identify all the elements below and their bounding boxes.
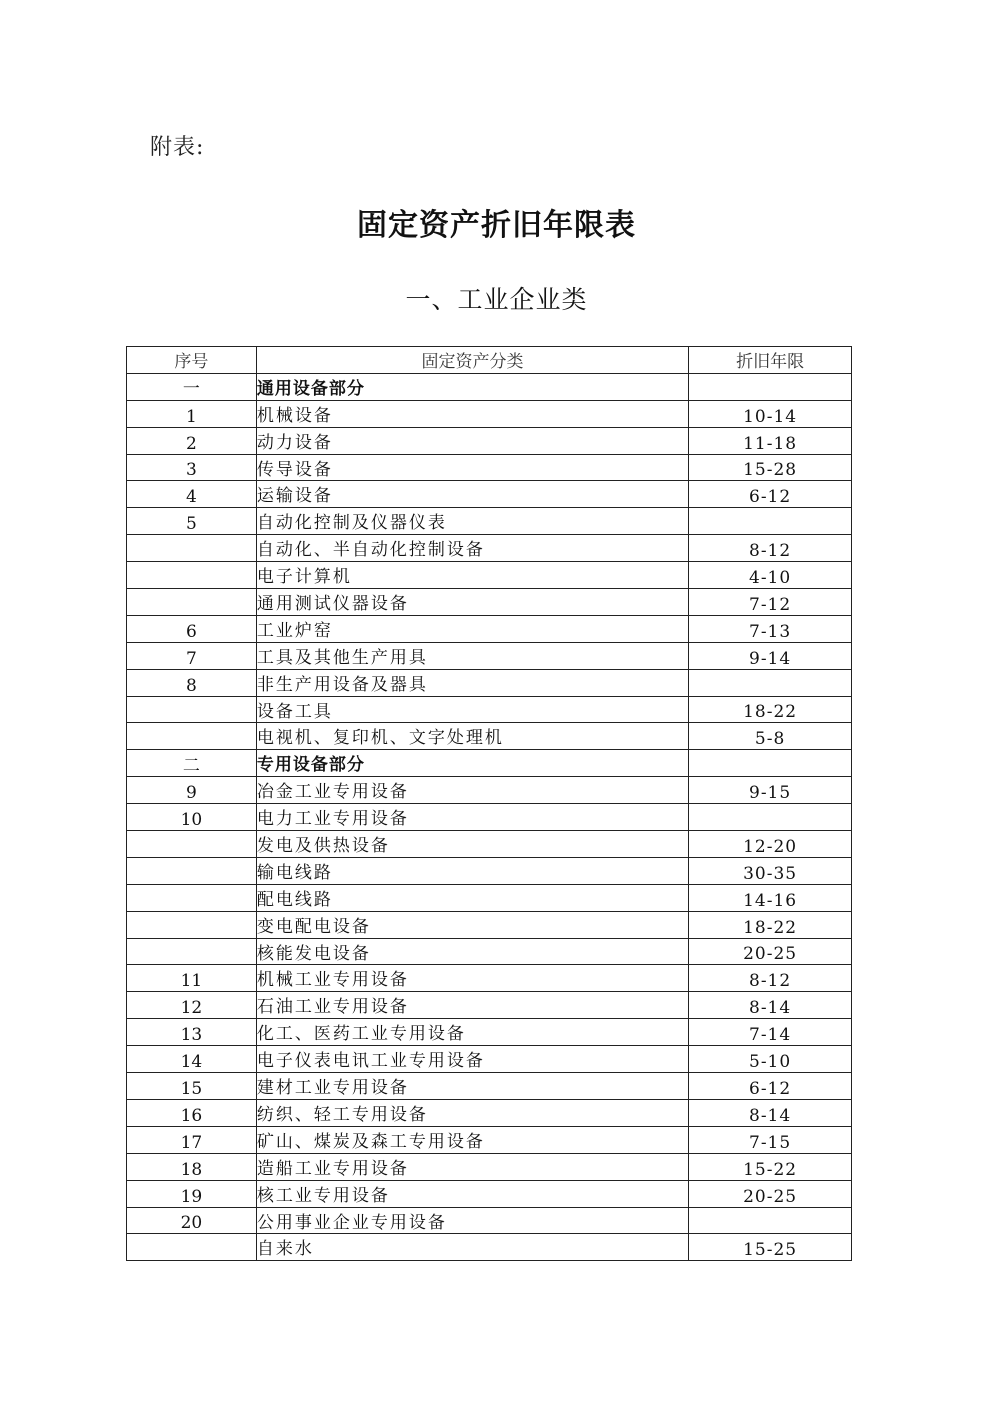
row-depreciation-years: 15-25 <box>689 1234 852 1261</box>
row-depreciation-years: 9-14 <box>689 642 852 669</box>
row-serial-number: 一 <box>127 373 257 400</box>
row-serial-number <box>127 884 257 911</box>
row-asset-category: 电力工业专用设备 <box>256 804 688 831</box>
row-serial-number: 16 <box>127 1099 257 1126</box>
row-asset-category: 自动化、半自动化控制设备 <box>256 535 688 562</box>
table-section-row <box>127 373 852 400</box>
table-row <box>127 831 852 858</box>
row-depreciation-years <box>689 1207 852 1234</box>
table-row <box>127 642 852 669</box>
row-serial-number <box>127 1234 257 1261</box>
row-serial-number: 2 <box>127 427 257 454</box>
row-depreciation-years: 20-25 <box>689 1180 852 1207</box>
row-asset-category: 造船工业专用设备 <box>256 1153 688 1180</box>
row-serial-number <box>127 911 257 938</box>
row-serial-number: 18 <box>127 1153 257 1180</box>
row-depreciation-years: 18-22 <box>689 911 852 938</box>
header-serial-number: 序号 <box>127 347 257 374</box>
row-depreciation-years: 8-14 <box>689 992 852 1019</box>
row-asset-category: 运输设备 <box>256 481 688 508</box>
row-serial-number: 12 <box>127 992 257 1019</box>
table-row <box>127 777 852 804</box>
table-row <box>127 1180 852 1207</box>
table-row <box>127 427 852 454</box>
depreciation-table <box>126 346 852 1261</box>
row-serial-number: 二 <box>127 750 257 777</box>
table-row <box>127 1046 852 1073</box>
row-serial-number: 20 <box>127 1207 257 1234</box>
row-serial-number: 1 <box>127 400 257 427</box>
row-depreciation-years: 7-15 <box>689 1126 852 1153</box>
row-serial-number: 11 <box>127 965 257 992</box>
row-serial-number: 10 <box>127 804 257 831</box>
table-row <box>127 1073 852 1100</box>
table-row <box>127 400 852 427</box>
row-depreciation-years: 7-13 <box>689 615 852 642</box>
row-depreciation-years: 5-10 <box>689 1046 852 1073</box>
table-row <box>127 562 852 589</box>
row-serial-number: 6 <box>127 615 257 642</box>
table-row <box>127 938 852 965</box>
row-depreciation-years <box>689 373 852 400</box>
row-serial-number: 8 <box>127 669 257 696</box>
header-depreciation-years: 折旧年限 <box>689 347 852 374</box>
row-depreciation-years: 7-12 <box>689 589 852 616</box>
row-asset-category: 纺织、轻工专用设备 <box>256 1099 688 1126</box>
row-serial-number: 5 <box>127 508 257 535</box>
row-depreciation-years: 7-14 <box>689 1019 852 1046</box>
row-asset-category: 机械设备 <box>256 400 688 427</box>
row-depreciation-years: 5-8 <box>689 723 852 750</box>
row-depreciation-years: 4-10 <box>689 562 852 589</box>
row-depreciation-years: 12-20 <box>689 831 852 858</box>
table-row <box>127 1207 852 1234</box>
row-asset-category: 通用测试仪器设备 <box>256 589 688 616</box>
row-asset-category: 变电配电设备 <box>256 911 688 938</box>
row-serial-number <box>127 696 257 723</box>
table-row <box>127 884 852 911</box>
row-depreciation-years: 20-25 <box>689 938 852 965</box>
row-depreciation-years <box>689 804 852 831</box>
table-row <box>127 965 852 992</box>
table-row <box>127 992 852 1019</box>
row-serial-number <box>127 562 257 589</box>
table-row <box>127 1099 852 1126</box>
row-asset-category: 动力设备 <box>256 427 688 454</box>
row-asset-category: 发电及供热设备 <box>256 831 688 858</box>
table-row <box>127 804 852 831</box>
row-asset-category: 输电线路 <box>256 857 688 884</box>
row-asset-category: 冶金工业专用设备 <box>256 777 688 804</box>
header-asset-category: 固定资产分类 <box>256 347 688 374</box>
row-depreciation-years: 8-14 <box>689 1099 852 1126</box>
row-depreciation-years: 8-12 <box>689 965 852 992</box>
row-depreciation-years: 6-12 <box>689 1073 852 1100</box>
table-row <box>127 589 852 616</box>
row-serial-number <box>127 535 257 562</box>
row-asset-category: 公用事业企业专用设备 <box>256 1207 688 1234</box>
table-row <box>127 857 852 884</box>
row-depreciation-years <box>689 669 852 696</box>
table-header-row <box>127 347 852 374</box>
row-asset-category: 石油工业专用设备 <box>256 992 688 1019</box>
row-serial-number <box>127 831 257 858</box>
row-depreciation-years: 8-12 <box>689 535 852 562</box>
table-row <box>127 696 852 723</box>
row-depreciation-years: 15-28 <box>689 454 852 481</box>
row-asset-category: 非生产用设备及器具 <box>256 669 688 696</box>
row-serial-number: 14 <box>127 1046 257 1073</box>
row-asset-category: 传导设备 <box>256 454 688 481</box>
row-asset-category: 建材工业专用设备 <box>256 1073 688 1100</box>
row-serial-number: 17 <box>127 1126 257 1153</box>
table-row <box>127 1153 852 1180</box>
table-row <box>127 669 852 696</box>
row-depreciation-years: 6-12 <box>689 481 852 508</box>
row-asset-category: 专用设备部分 <box>256 750 688 777</box>
row-asset-category: 自来水 <box>256 1234 688 1261</box>
row-serial-number <box>127 723 257 750</box>
table-row <box>127 1126 852 1153</box>
section-title: 一、工业企业类 <box>405 285 588 314</box>
appendix-label: 附表: <box>150 135 205 160</box>
row-depreciation-years: 14-16 <box>689 884 852 911</box>
row-asset-category: 通用设备部分 <box>256 373 688 400</box>
row-serial-number <box>127 589 257 616</box>
row-depreciation-years: 15-22 <box>689 1153 852 1180</box>
table-row <box>127 723 852 750</box>
table-section-row <box>127 750 852 777</box>
row-serial-number: 7 <box>127 642 257 669</box>
row-asset-category: 电子计算机 <box>256 562 688 589</box>
row-asset-category: 电子仪表电讯工业专用设备 <box>256 1046 688 1073</box>
row-asset-category: 矿山、煤炭及森工专用设备 <box>256 1126 688 1153</box>
table-row <box>127 911 852 938</box>
row-depreciation-years: 18-22 <box>689 696 852 723</box>
row-depreciation-years: 10-14 <box>689 400 852 427</box>
row-asset-category: 核工业专用设备 <box>256 1180 688 1207</box>
row-asset-category: 工业炉窑 <box>256 615 688 642</box>
row-depreciation-years: 11-18 <box>689 427 852 454</box>
document-title: 固定资产折旧年限表 <box>357 208 636 243</box>
row-asset-category: 机械工业专用设备 <box>256 965 688 992</box>
table-row <box>127 481 852 508</box>
row-asset-category: 配电线路 <box>256 884 688 911</box>
table-row <box>127 1234 852 1261</box>
table-row <box>127 454 852 481</box>
row-serial-number <box>127 857 257 884</box>
table-row <box>127 615 852 642</box>
table-row <box>127 535 852 562</box>
table-row <box>127 508 852 535</box>
row-depreciation-years: 30-35 <box>689 857 852 884</box>
row-asset-category: 设备工具 <box>256 696 688 723</box>
row-serial-number: 9 <box>127 777 257 804</box>
row-serial-number: 4 <box>127 481 257 508</box>
row-serial-number: 13 <box>127 1019 257 1046</box>
row-asset-category: 化工、医药工业专用设备 <box>256 1019 688 1046</box>
row-serial-number <box>127 938 257 965</box>
row-depreciation-years <box>689 508 852 535</box>
row-depreciation-years <box>689 750 852 777</box>
row-asset-category: 自动化控制及仪器仪表 <box>256 508 688 535</box>
row-depreciation-years: 9-15 <box>689 777 852 804</box>
table-body <box>127 373 852 1260</box>
row-serial-number: 15 <box>127 1073 257 1100</box>
row-asset-category: 工具及其他生产用具 <box>256 642 688 669</box>
row-serial-number: 3 <box>127 454 257 481</box>
row-asset-category: 电视机、复印机、文字处理机 <box>256 723 688 750</box>
row-asset-category: 核能发电设备 <box>256 938 688 965</box>
row-serial-number: 19 <box>127 1180 257 1207</box>
table-row <box>127 1019 852 1046</box>
